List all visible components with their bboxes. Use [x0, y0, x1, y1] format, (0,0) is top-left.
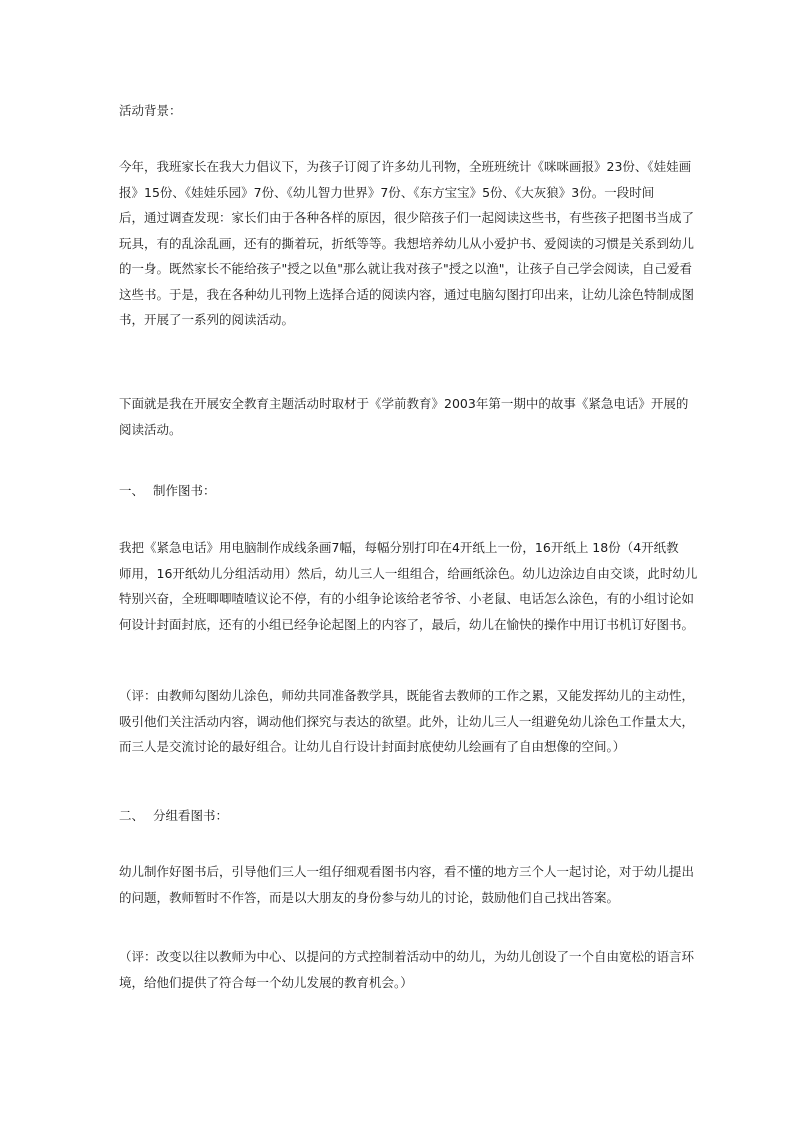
text-line: 而三人是交流讨论的最好组合。让幼儿自行设计封面封底使幼儿绘画有了自由想像的空间。）: [119, 739, 626, 754]
comment-2-paragraph: [119, 944, 695, 995]
text-line: 玩具，有的乱涂乱画，还有的撕着玩，折纸等等。我想培养幼儿从小爱护书、爱阅读的习惯是关系到幼儿: [119, 235, 695, 251]
section-2-paragraph: [119, 859, 695, 910]
text-line: 我把《紧急电话》用电脑制作成线条画7幅，每幅分别打印在4开纸上一份，16开纸上 18份（4开纸教: [119, 540, 679, 555]
text-line: 阅读活动。: [119, 421, 182, 437]
text-line: 书，开展了一系列的阅读活动。: [119, 312, 295, 327]
section-1-paragraph: [119, 535, 698, 637]
text-line: 特别兴奋，全班唧唧喳喳议论不停，有的小组争论该给老爷爷、小老鼠、电话怎么涂色，有的小组讨论如: [119, 591, 695, 606]
section-1-heading: [119, 478, 675, 504]
section-2-number: 二、: [119, 808, 145, 823]
text-line: 今年，我班家长在我大力倡议下，为孩子订阅了许多幼儿刊物，全班班统计《咪咪画报》23份、《娃娃画: [119, 159, 692, 174]
text-line: 后，通过调查发现：家长们由于各种各样的原因，很少陪孩子们一起阅读这些书，有些孩子把图书当成了: [119, 210, 695, 225]
text-line: 的问题，教师暂时不作答，而是以大朋友的身份参与幼儿的讨论，鼓励他们自己找出答案。: [119, 889, 620, 905]
section-2-heading: [119, 803, 675, 829]
intro-paragraph: [119, 154, 695, 333]
text-line: （评：改变以往以教师为中心、以提问的方式控制着活动中的幼儿，为幼儿创设了一个自由宽松的语言环: [119, 949, 695, 964]
text-line: 吸引他们关注活动内容，调动他们探究与表达的欲望。此外，让幼儿三人一组避免幼儿涂色工作量太大，: [119, 713, 695, 729]
section-1-title: 制作图书：: [153, 483, 216, 498]
text-line: 师用，16开纸幼儿分组活动用）然后，幼儿三人一组组合，给画纸涂色。幼儿边涂边自由交谈，此时幼儿: [119, 565, 698, 581]
text-line: 幼儿制作好图书后，引导他们三人一组仔细观看图书内容，看不懂的地方三个人一起讨论，对于幼儿提出: [119, 864, 695, 879]
text-line: 下面就是我在开展安全教育主题活动时取材于《学前教育》2003年第一期中的故事《紧急电话》开展的: [119, 396, 689, 411]
section-1-number: 一、: [119, 483, 145, 498]
text-line: 这些书。于是，我在各种幼儿刊物上选择合适的阅读内容，通过电脑勾图打印出来，让幼儿涂色特制成图: [119, 286, 695, 302]
text-line: （评：由教师勾图幼儿涂色，师幼共同准备教学具，既能省去教师的工作之累，又能发挥幼儿的主动性，: [119, 688, 695, 703]
background-heading: 活动背景：: [119, 103, 182, 118]
section-2-title: 分组看图书：: [153, 808, 229, 823]
text-line: 报》15份、《娃娃乐园》7份、《幼儿智力世界》7份、《东方宝宝》5份、《大灰狼》3份。一段时间: [119, 184, 655, 200]
comment-1-paragraph: [119, 683, 695, 760]
text-line: 的一身。既然家长不能给孩子"授之以鱼"那么就让我对孩子"授之以渔"，让孩子自己学会阅读，自己爱看: [119, 261, 693, 276]
source-paragraph: [119, 391, 689, 442]
text-line: 境，给他们提供了符合每一个幼儿发展的教育机会。）: [119, 974, 413, 990]
text-line: 何设计封面封底，还有的小组已经争论起图上的内容了，最后，幼儿在愉快的操作中用订书机订好图书。: [119, 616, 695, 632]
